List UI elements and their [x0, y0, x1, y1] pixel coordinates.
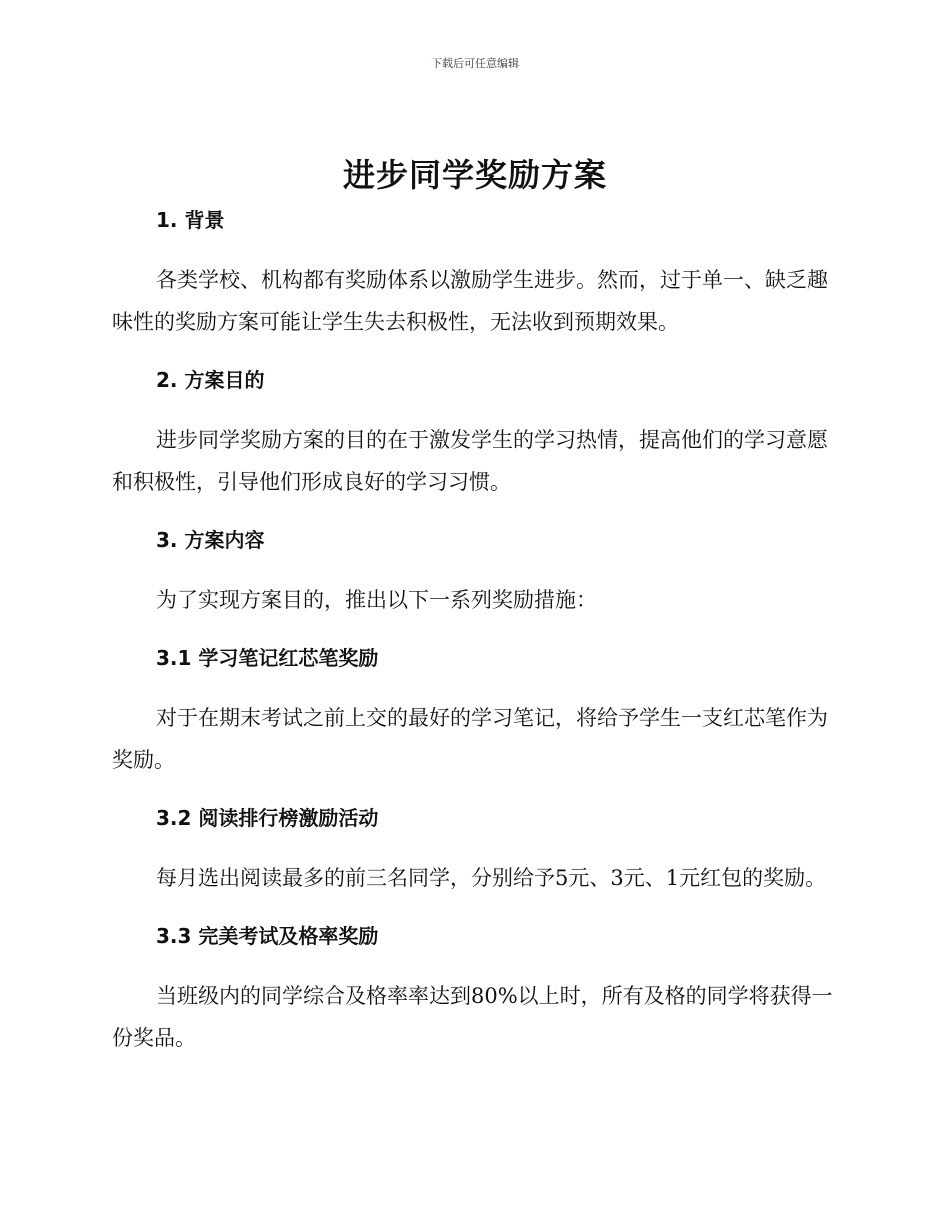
section-paragraph: 当班级内的同学综合及格率率达到80%以上时，所有及格的同学将获得一份奖品。 [112, 984, 833, 1050]
section-heading: 3.1 学习笔记红芯笔奖励 [156, 646, 379, 670]
section-heading: 1. 背景 [156, 208, 225, 232]
document-title: 进步同学奖励方案 [342, 156, 607, 194]
section-heading: 2. 方案目的 [156, 368, 265, 392]
section-paragraph: 为了实现方案目的，推出以下一系列奖励措施： [156, 588, 597, 612]
document-body [112, 205, 836, 1059]
section-content [112, 525, 836, 643]
section-heading: 3.2 阅读排行榜激励活动 [156, 806, 379, 830]
page-header-note: 下载后可任意编辑 [431, 57, 519, 70]
section-background [112, 205, 836, 365]
section-paragraph: 进步同学奖励方案的目的在于激发学生的学习热情，提高他们的学习意愿和积极性，引导他们形成良好的学习习惯。 [112, 428, 828, 494]
section-note-reward [112, 643, 836, 803]
section-heading: 3. 方案内容 [156, 528, 265, 552]
section-paragraph: 各类学校、机构都有奖励体系以激励学生进步。然而，过于单一、缺乏趣味性的奖励方案可能让学生失去积极性，无法收到预期效果。 [112, 268, 828, 334]
section-reading-leaderboard [112, 803, 836, 921]
section-paragraph: 每月选出阅读最多的前三名同学，分别给予5元、3元、1元红包的奖励。 [156, 866, 827, 890]
section-paragraph: 对于在期末考试之前上交的最好的学习笔记，将给予学生一支红芯笔作为奖励。 [112, 706, 828, 772]
section-heading: 3.3 完美考试及格率奖励 [156, 924, 379, 948]
section-purpose [112, 365, 836, 525]
section-pass-rate-reward [112, 921, 836, 1059]
